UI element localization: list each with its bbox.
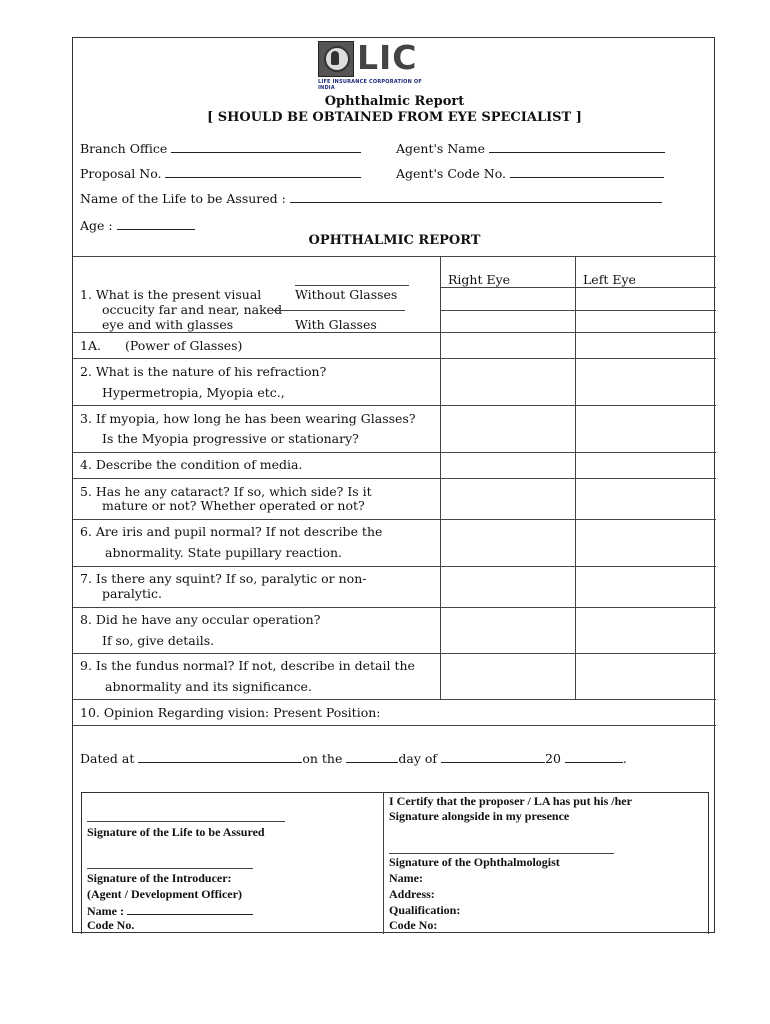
row-line [73,566,716,567]
lic-emblem-icon [318,41,354,77]
proposal-no-label: Proposal No. [80,166,162,181]
question-1-line-3: eye and with glasses [102,317,234,332]
question-6-line-1: 6. Are iris and pupil normal? If not describe the [80,524,383,539]
question-1-line-1: 1. What is the present visual [80,287,262,302]
row-line [73,478,716,479]
question-5-line-2: mature or not? Whether operated or not? [102,498,365,513]
with-glasses-overline [273,310,405,311]
on-the-label: on the [302,751,343,766]
certify-line-2: Signature alongside in my presence [389,809,570,823]
agents-code-label: Agent's Code No. [396,166,507,181]
oph-qualification-label: Qualification: [389,903,461,917]
branch-office-line[interactable] [171,141,361,153]
question-8-line-1: 8. Did he have any occular operation? [80,612,321,627]
question-2-line-2: Hypermetropia, Myopia etc., [102,385,285,400]
agents-name-line[interactable] [489,141,665,153]
year-prefix: 20 [545,751,561,766]
question-2-line-1: 2. What is the nature of his refraction? [80,364,327,379]
question-6-line-2: abnormality. State pupillary reaction. [105,545,343,560]
logo-subtitle: LIFE INSURANCE CORPORATION OF INDIA [318,79,422,91]
row-line [73,725,716,726]
question-7-line-1: 7. Is there any squint? If so, paralytic or non- [80,571,367,586]
certify-line-1: I Certify that the proposer / LA has put his /her [389,794,632,808]
question-1a-text: (Power of Glasses) [125,338,243,353]
page-subtitle: [ SHOULD BE OBTAINED FROM EYE SPECIALIST ] [207,110,582,125]
oph-address-label: Address: [389,887,435,901]
row-line [73,653,716,654]
signature-box-divider [383,792,384,934]
sig-life-assured-line[interactable] [87,821,285,822]
question-5-line-1: 5. Has he any cataract? If so, which side? Is it [80,484,372,499]
ophthalmic-report-form [72,37,715,933]
life-assured-field[interactable] [80,191,662,206]
without-glasses-label: Without Glasses [295,287,398,302]
branch-office-field[interactable] [80,141,361,156]
table-top-border [73,256,716,257]
row-line [73,358,716,359]
agents-code-field[interactable] [396,166,664,181]
day-of-label: day of [398,751,438,766]
question-4: 4. Describe the condition of media. [80,457,303,472]
dated-at-label: Dated at [80,751,135,766]
with-glasses-label: With Glasses [295,317,377,332]
introducer-code-label: Code No. [87,918,135,932]
dated-line[interactable] [80,751,627,766]
lic-logo [318,38,428,91]
question-10: 10. Opinion Regarding vision: Present Position: [80,705,381,720]
dated-at-line[interactable] [138,751,302,763]
row-line [73,452,716,453]
introducer-name-field[interactable] [87,903,253,919]
sig-introducer-line[interactable] [87,868,253,869]
year-line[interactable] [565,751,623,763]
oph-name-label: Name: [389,871,423,885]
answer-right-eye-with[interactable] [441,311,575,331]
proposal-no-line[interactable] [165,166,361,178]
day-line[interactable] [346,751,398,763]
sig-ophthalmologist-line[interactable] [389,853,614,854]
without-glasses-overline [295,285,409,286]
question-3-line-2: Is the Myopia progressive or stationary? [102,431,359,446]
month-line[interactable] [441,751,545,763]
col-header-right-eye: Right Eye [448,272,511,287]
sig-life-assured-label: Signature of the Life to be Assured [87,825,265,839]
age-line[interactable] [117,218,195,230]
logo-text: LIC [357,38,418,77]
age-field[interactable] [80,218,195,233]
agents-name-field[interactable] [396,141,665,156]
row-line [73,405,716,406]
sig-ophthalmologist-label: Signature of the Ophthalmologist [389,855,560,869]
introducer-name-label: Name : [87,904,124,918]
age-label: Age : [80,218,113,233]
oph-code-label: Code No: [389,918,438,932]
proposal-no-field[interactable] [80,166,361,181]
period: . [622,751,627,766]
introducer-name-line[interactable] [127,903,253,915]
answer-left-eye-with[interactable] [576,311,715,331]
section-title: OPHTHALMIC REPORT [308,233,481,248]
branch-office-label: Branch Office [80,141,168,156]
question-8-line-2: If so, give details. [102,633,215,648]
row-line [73,332,716,333]
question-1-line-2: occucity far and near, naked [102,302,283,317]
sig-introducer-label: Signature of the Introducer: [87,871,232,885]
question-9-line-2: abnormality and its significance. [105,679,312,694]
answer-left-eye-without[interactable] [576,288,715,309]
life-assured-label: Name of the Life to be Assured : [80,191,286,206]
row-line [73,519,716,520]
agents-code-line[interactable] [510,166,664,178]
question-7-line-2: paralytic. [102,586,162,601]
question-1a-number: 1A. [80,338,101,353]
agent-dev-officer-label: (Agent / Development Officer) [87,887,242,901]
question-9-line-1: 9. Is the fundus normal? If not, describe in detail the [80,658,415,673]
agents-name-label: Agent's Name [396,141,485,156]
row-line [73,607,716,608]
life-assured-line[interactable] [290,191,662,203]
row-line [73,699,716,700]
col-header-left-eye: Left Eye [583,272,636,287]
page-title: Ophthalmic Report [324,94,465,109]
answer-right-eye-without[interactable] [441,288,575,309]
question-3-line-1: 3. If myopia, how long he has been wearing Glasses? [80,411,416,426]
